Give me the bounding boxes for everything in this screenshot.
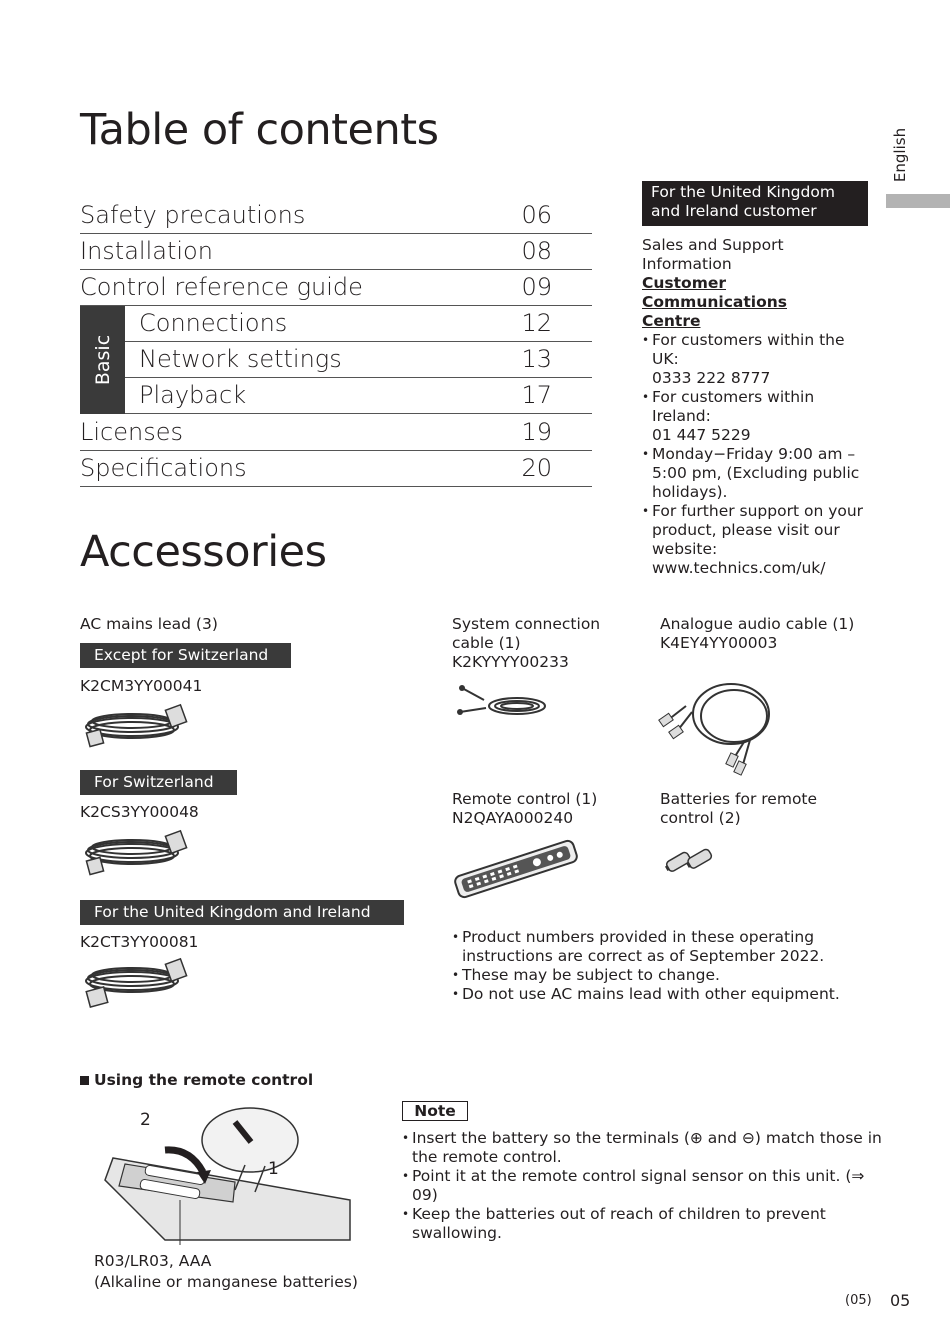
list-item-line: • Point it at the remote control signal sensor on this unit. (⇒ 09)	[412, 1167, 865, 1204]
uk-header-line: For the United Kingdom	[651, 183, 835, 201]
toc-row-installation[interactable]	[80, 233, 592, 270]
remote-notes-list	[402, 1129, 882, 1243]
system-cable-code: K2KYYYY00233	[452, 653, 569, 671]
code-uk: K2CT3YY00081	[80, 933, 199, 951]
step-2-label: 2	[140, 1110, 151, 1130]
batteries-label	[660, 790, 817, 828]
toc-row-page: 13	[521, 345, 552, 373]
list-item	[402, 1167, 882, 1205]
system-cable-line: cable (1)	[452, 634, 521, 652]
remote-label	[452, 790, 597, 828]
toc-row-label: Specifications	[80, 454, 247, 482]
analogue-cable-illustration	[656, 676, 776, 776]
toc-row-label: Control reference guide	[80, 273, 363, 301]
list-item	[642, 331, 872, 388]
list-item-line: • For further support on your	[652, 502, 864, 520]
remote-illustration	[450, 836, 582, 902]
remote-heading-text: Using the remote control	[94, 1071, 314, 1089]
toc-row-control-guide[interactable]	[80, 269, 592, 306]
list-item-line: • These may be subject to change.	[462, 966, 720, 984]
ac-lead-illustration	[80, 697, 190, 757]
for-switzerland-badge: For Switzerland	[80, 770, 237, 795]
sales-support-line: Sales and Support	[642, 236, 784, 254]
remote-notes	[402, 1129, 882, 1243]
list-item	[452, 928, 852, 966]
batteries-line: control (2)	[660, 809, 741, 827]
list-item-line: instructions are correct as of September 2022.	[462, 947, 825, 965]
uk-customer-header	[642, 181, 868, 226]
list-item-line: 5:00 pm, (Excluding public	[652, 464, 860, 482]
code-except-switzerland: K2CM3YY00041	[80, 677, 203, 695]
sales-support-line: Information	[642, 255, 732, 273]
toc-row-network[interactable]	[125, 341, 592, 378]
for-uk-ireland-badge: For the United Kingdom and Ireland	[80, 900, 404, 925]
toc-row-page: 08	[521, 237, 552, 265]
step-1-label: 1	[268, 1159, 279, 1179]
accessory-notes-list	[452, 928, 852, 1004]
basic-section-bar	[80, 306, 125, 414]
ac-lead-uk-illustration	[80, 953, 190, 1013]
system-cable-line: System connection	[452, 615, 601, 633]
toc-row-licenses[interactable]	[80, 414, 592, 451]
list-item	[402, 1129, 882, 1167]
toc-row-label: Network settings	[139, 345, 342, 373]
note-label-box: Note	[402, 1101, 468, 1121]
analogue-cable-code: K4EY4YY00003	[660, 634, 778, 652]
accessory-notes	[452, 928, 852, 1004]
toc-row-connections[interactable]	[125, 305, 592, 342]
page-number: 05	[890, 1291, 911, 1310]
uk-contact-list	[642, 331, 872, 578]
toc-row-label: Licenses	[80, 418, 183, 446]
centre-line: Centre	[642, 312, 701, 330]
website-link[interactable]: www.technics.com/uk/	[652, 559, 826, 577]
toc-row-label: Installation	[80, 237, 213, 265]
batteries-illustration	[660, 838, 720, 878]
toc-row-label: Safety precautions	[80, 201, 306, 229]
list-item-line: • Product numbers provided in these operating	[462, 928, 815, 946]
toc-row-page: 12	[521, 309, 552, 337]
list-item-line: • Do not use AC mains lead with other equipment.	[462, 985, 840, 1003]
analogue-cable-label	[660, 615, 854, 653]
toc-row-label: Connections	[139, 309, 288, 337]
list-item	[402, 1205, 882, 1243]
list-item-line: the remote control.	[412, 1148, 562, 1166]
toc-row-page: 17	[521, 381, 552, 409]
list-item-line: • For customers within the UK:	[652, 331, 845, 368]
list-item	[642, 388, 872, 445]
list-item-line: • Monday−Friday 9:00 am –	[652, 445, 856, 463]
toc-row-safety[interactable]	[80, 197, 592, 234]
battery-insertion-diagram	[95, 1100, 355, 1245]
remote-section-heading	[80, 1071, 313, 1090]
list-item-line: website:	[652, 540, 718, 558]
language-tab-marker	[886, 194, 950, 208]
list-item-line: • Insert the battery so the terminals (⊕ and ⊖) match those in	[412, 1129, 882, 1147]
system-cable-illustration	[452, 680, 552, 722]
list-item	[452, 985, 852, 1004]
toc-row-page: 20	[521, 454, 552, 482]
accessories-title: Accessories	[80, 527, 327, 577]
list-item	[452, 966, 852, 985]
except-switzerland-badge: Except for Switzerland	[80, 643, 291, 668]
remote-code: N2QAYA000240	[452, 809, 574, 827]
list-item-line: swallowing.	[412, 1224, 502, 1242]
list-item	[642, 445, 872, 502]
battery-desc: (Alkaline or manganese batteries)	[94, 1273, 358, 1291]
list-item-line: 0333 222 8777	[652, 369, 771, 387]
basic-section-label: Basic	[91, 334, 114, 386]
battery-type-caption	[94, 1251, 358, 1293]
batteries-line: Batteries for remote	[660, 790, 818, 808]
remote-name: Remote control (1)	[452, 790, 598, 808]
list-item-line: • For customers within Ireland:	[652, 388, 815, 425]
toc-row-specifications[interactable]	[80, 450, 592, 487]
ac-lead-switzerland-illustration	[80, 823, 190, 885]
list-item-line: holidays).	[652, 483, 728, 501]
toc-row-page: 09	[521, 273, 552, 301]
system-cable-label	[452, 615, 600, 672]
list-item-line: • Keep the batteries out of reach of children to prevent	[412, 1205, 826, 1223]
analogue-cable-name: Analogue audio cable (1)	[660, 615, 855, 633]
toc-row-page: 06	[521, 201, 552, 229]
square-bullet-icon	[80, 1076, 89, 1085]
toc-row-playback[interactable]	[125, 377, 592, 414]
language-tab-label: English	[891, 127, 909, 183]
centre-line: Customer Communications	[642, 274, 787, 311]
list-item	[642, 502, 872, 578]
code-switzerland: K2CS3YY00048	[80, 803, 199, 821]
battery-type: R03/LR03, AAA	[94, 1252, 212, 1270]
list-item-line: 01 447 5229	[652, 426, 751, 444]
list-item-line: product, please visit our	[652, 521, 840, 539]
toc-title: Table of contents	[80, 105, 439, 155]
uk-support-info	[642, 236, 872, 578]
ac-lead-label: AC mains lead (3)	[80, 615, 218, 633]
toc-row-label: Playback	[139, 381, 247, 409]
toc-row-page: 19	[521, 418, 552, 446]
page-number-small: (05)	[845, 1293, 872, 1308]
uk-header-line: and Ireland customer	[651, 202, 817, 220]
